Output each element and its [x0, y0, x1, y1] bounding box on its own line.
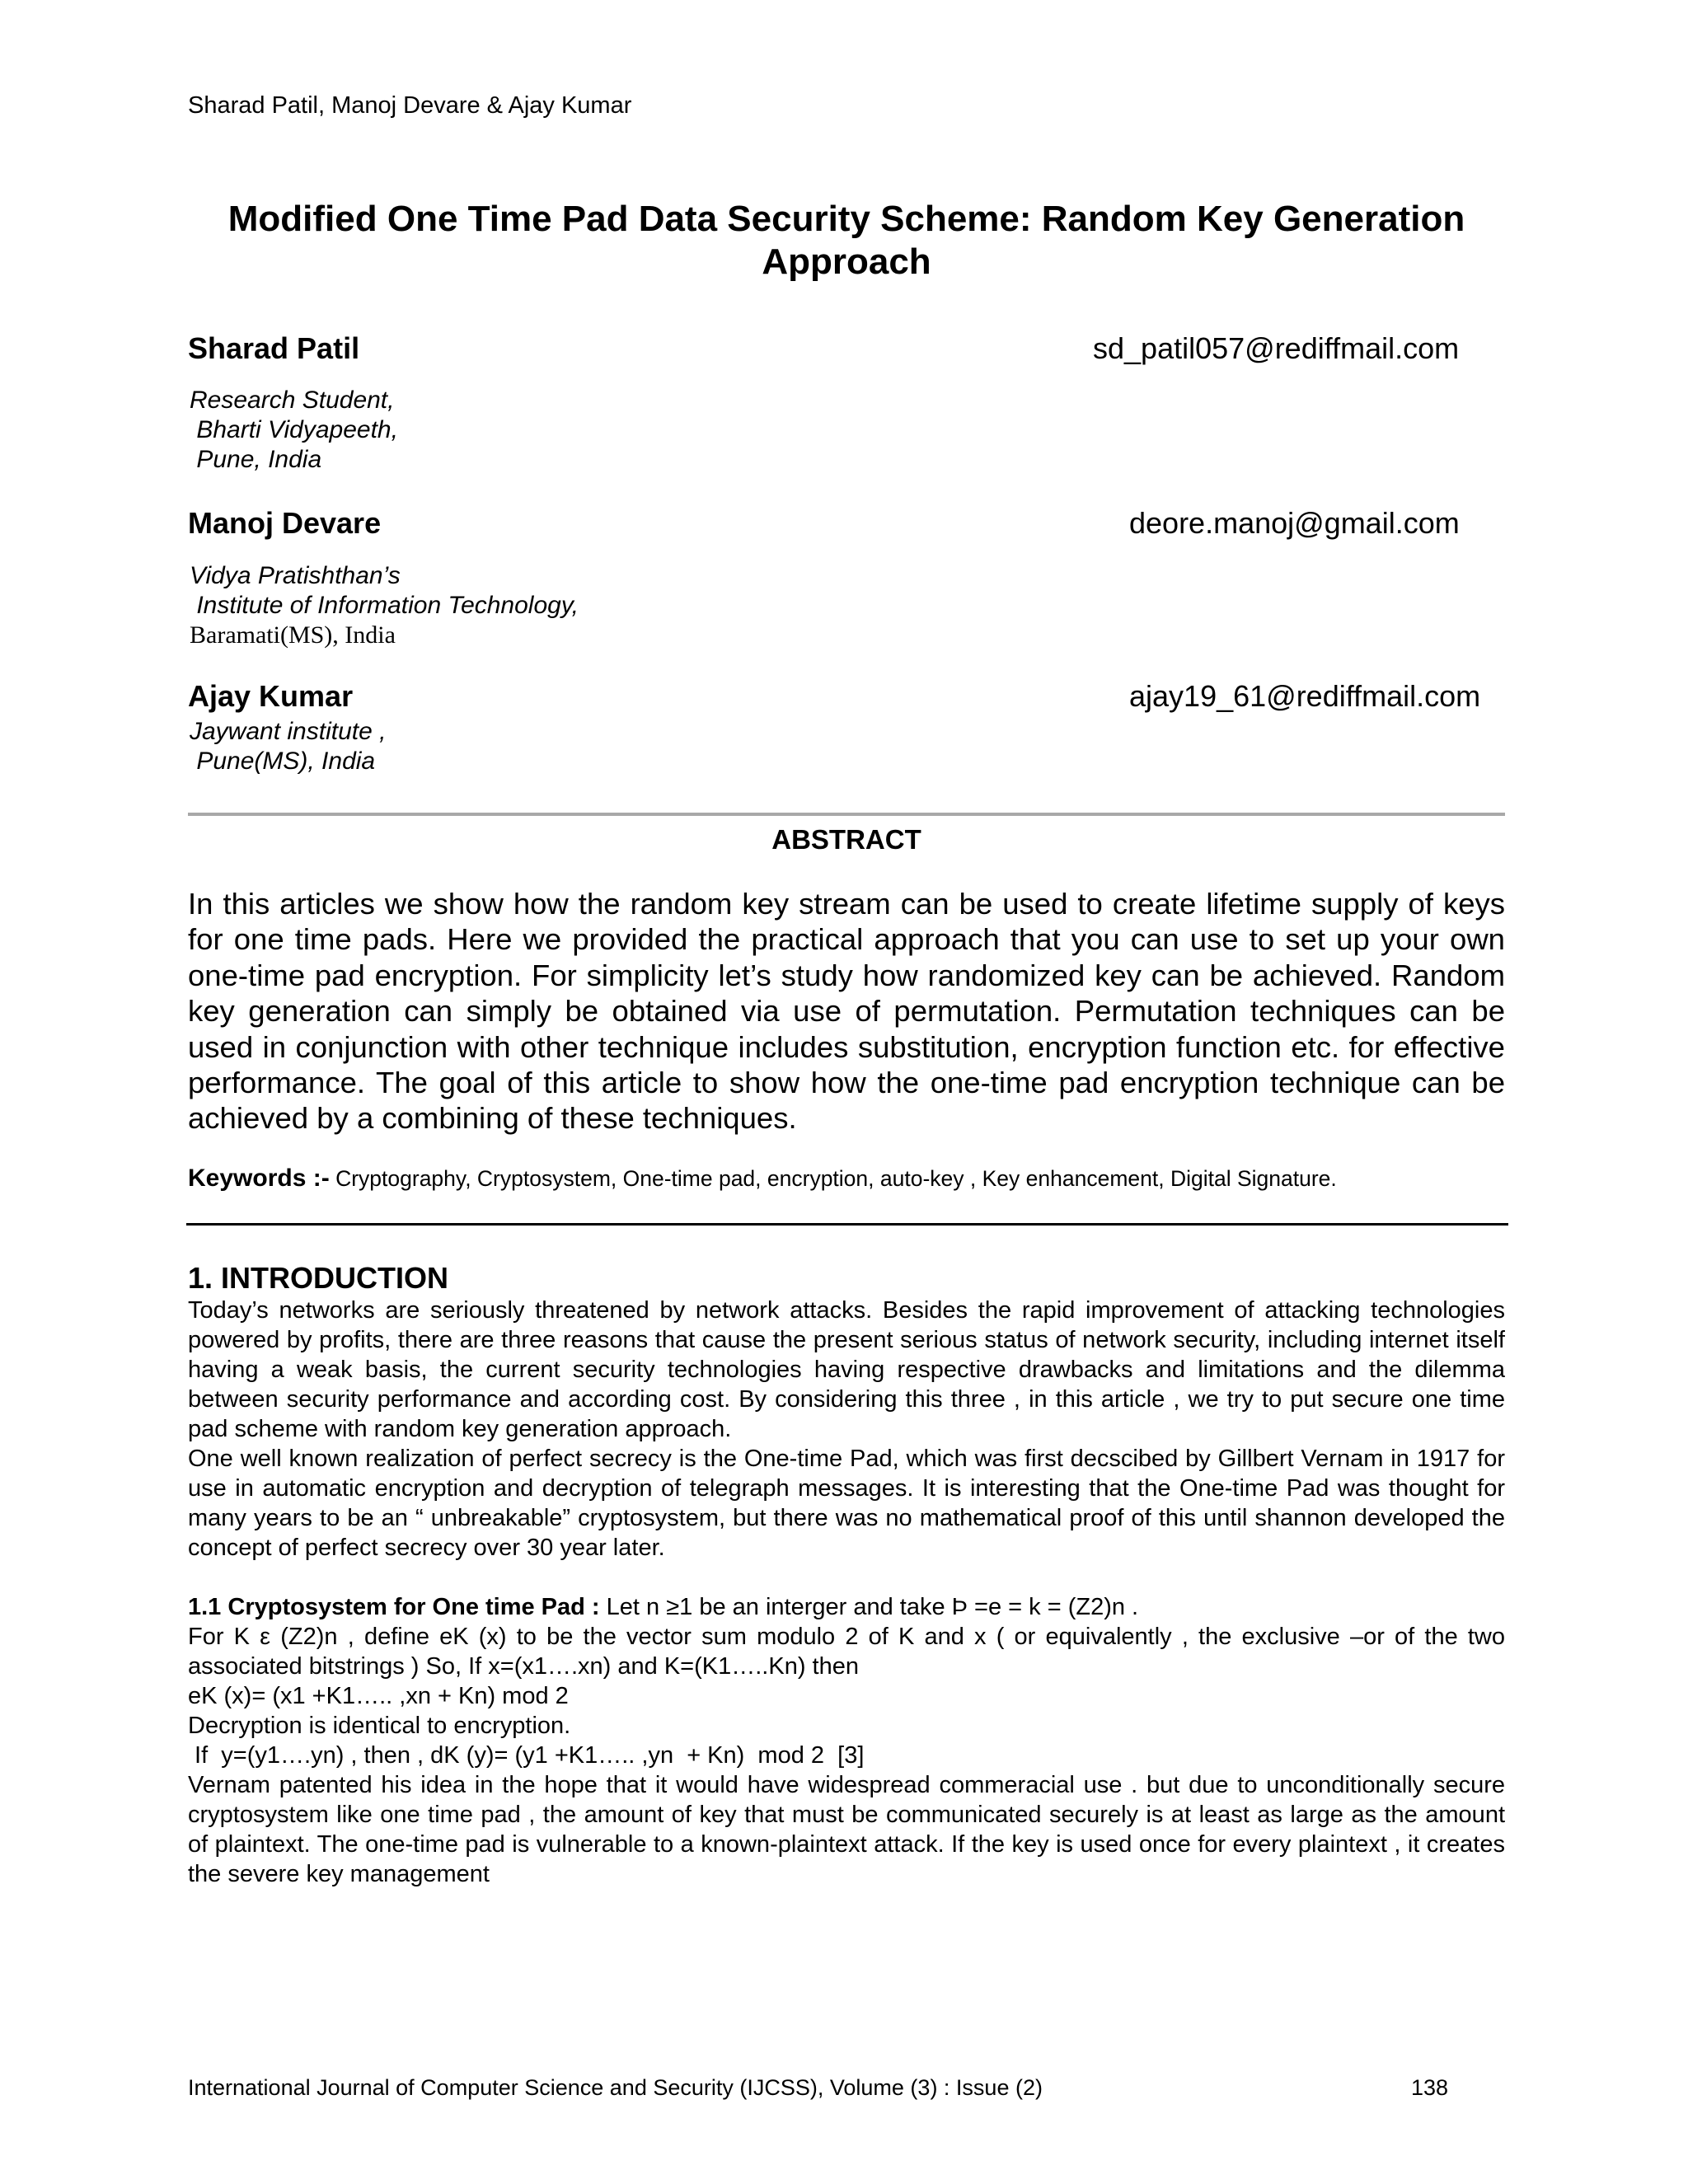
affiliation-line: Institute of Information Technology, [190, 592, 579, 619]
affiliation-line: Baramati(MS), India [190, 621, 396, 649]
subsection-heading-line [188, 1592, 1505, 1622]
subsection-heading: 1.1 Cryptosystem for One time Pad : [188, 1594, 600, 1620]
section-divider [186, 1223, 1508, 1226]
affiliation-line: Pune(MS), India [190, 748, 376, 775]
author-email: ajay19_61@rediffmail.com [1129, 679, 1481, 713]
body-line: Decryption is identical to encryption. [188, 1713, 571, 1739]
page-number: 138 [1411, 2075, 1449, 2100]
abstract-heading: ABSTRACT [771, 824, 921, 855]
running-head: Sharad Patil, Manoj Devare & Ajay Kumar [188, 92, 632, 119]
affiliation-line: Research Student, [190, 387, 395, 414]
author-affiliation [190, 561, 579, 650]
paper-title: Modified One Time Pad Data Security Scheme: Random Key Generation Approach [227, 199, 1465, 282]
affiliation-line: Pune, India [190, 446, 322, 473]
author-email: deore.manoj@gmail.com [1129, 506, 1460, 540]
subsection-first-line: Let n ≥1 be an interger and take Þ =e = k = (Z2)n . [606, 1594, 1139, 1620]
keywords-label: Keywords :- [188, 1165, 330, 1192]
keywords-text: Cryptography, Cryptosystem, One-time pad, encryption, auto-key , Key enhancement, Digital Signature. [335, 1166, 1337, 1191]
author-email: sd_patil057@rediffmail.com [1093, 331, 1460, 365]
abstract-divider [188, 813, 1505, 816]
affiliation-line: Vidya Pratishthan’s [190, 562, 401, 589]
author-affiliation [190, 386, 398, 475]
author-affiliation [190, 717, 386, 776]
affiliation-line: Jaywant institute , [190, 718, 387, 745]
author-name: Ajay Kumar [188, 679, 354, 713]
equation-decryption: If y=(y1….yn) , then , dK (y)= (y1 +K1….. ,yn + Kn) mod 2 [3] [188, 1742, 865, 1769]
intro-paragraph: One well known realization of perfect secrecy is the One-time Pad, which was first decscibed by Gillbert Vernam in 1917 for use in automatic encryption and decryption of telegraph messages. It is interesting that the One-time Pad was thought for many years to be an “ unbreakable” cryptosystem, but there was no mathematical proof of this until shannon developed the concept of perfect secrecy over 30 year later. [188, 1446, 1505, 1562]
affiliation-line: Bharti Vidyapeeth, [190, 416, 398, 443]
keywords [188, 1165, 1515, 1193]
body-paragraph: Vernam patented his idea in the hope that it would have widespread commeracial use . but due to unconditionally secure cryptosystem like one time pad , the amount of key that must be communicated securely is at least as large as the amount of plaintext. The one-time pad is vulnerable to a known-plaintext attack. If the key is used once for every plaintext , it creates the severe key management [188, 1772, 1505, 1888]
body-paragraph: For K ε (Z2)n , define eK (x) to be the vector sum modulo 2 of K and x ( or equivalently , the exclusive –or of the two associated bitstrings ) So, If x=(x1….xn) and K=(K1…..Kn) then [188, 1624, 1505, 1680]
author-name: Sharad Patil [188, 331, 360, 365]
abstract-text: In this articles we show how the random key stream can be used to create lifetime supply of keys for one time pads. Here we provided the practical approach that you can use to set up your own one-time pad encryption. For simplicity let’s study how randomized key can be achieved. Random key generation can simply be obtained via use of permutation. Permutation techniques can be used in conjunction with other technique includes substitution, encryption function etc. for effective performance. The goal of this article to show how the one-time pad encryption technique can be achieved by a combining of these techniques. [188, 887, 1505, 1136]
equation-encryption: eK (x)= (x1 +K1….. ,xn + Kn) mod 2 [188, 1683, 569, 1709]
section-heading-introduction: 1. INTRODUCTION [188, 1261, 449, 1295]
footer-journal: International Journal of Computer Science and Security (IJCSS), Volume (3) : Issue (2) [188, 2075, 1043, 2100]
author-name: Manoj Devare [188, 506, 382, 540]
intro-paragraph: Today’s networks are seriously threatened by network attacks. Besides the rapid improvement of attacking technologies powered by profits, there are three reasons that cause the present serious status of network security, including internet itself having a weak basis, the current security technologies having respective drawbacks and limitations and the dilemma between security performance and according cost. By considering this three , in this article , we try to put secure one time pad scheme with random key generation approach. [188, 1297, 1505, 1443]
